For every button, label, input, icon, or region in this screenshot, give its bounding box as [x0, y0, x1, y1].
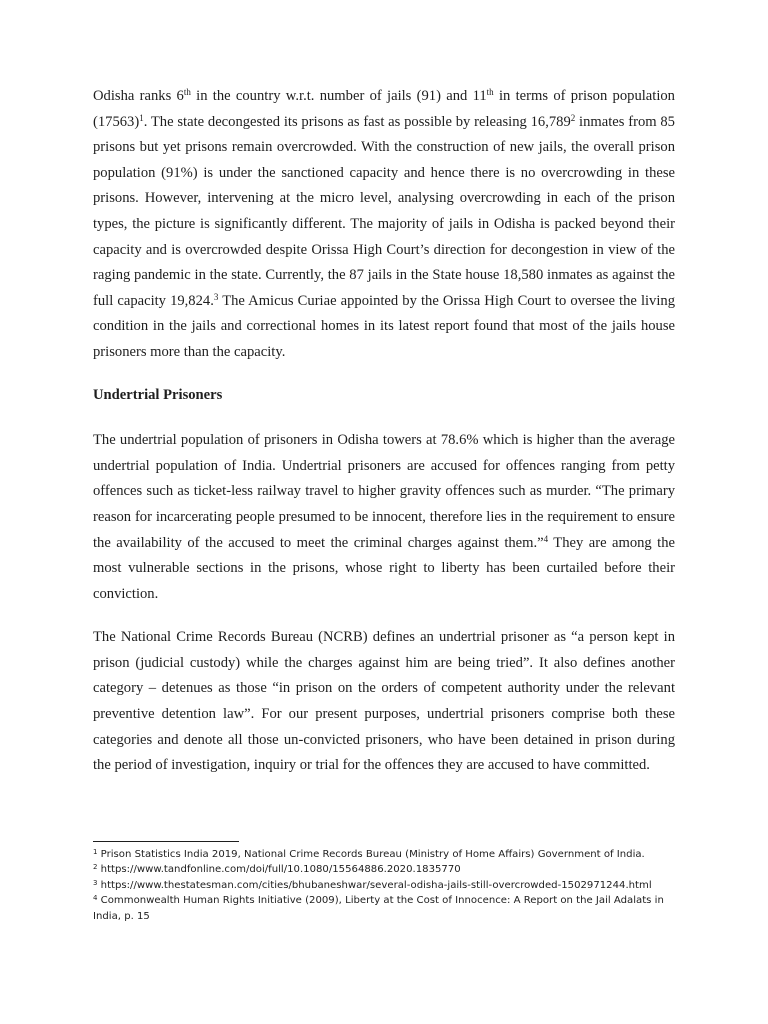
footnote-text: Prison Statistics India 2019, National Crime Records Bureau (Ministry of Home Affairs) Government of India. [97, 849, 645, 860]
footnote-ref-2[interactable]: 2 [570, 112, 576, 123]
paragraph-ncrb-definition: The National Crime Records Bureau (NCRB) defines an undertrial prisoner as “a person kept in prison (judicial custody) while the charges against him are being tried”. It also defines another category – detenues as those “in prison on the orders of competent authority under the relevant preventive detention law”. For our present purposes, undertrial prisoners comprise both these categories and denote all those un-convicted prisoners, who have been detained in prison during the period of investigation, inquiry or trial for the offences they are accused to have committed. [93, 629, 675, 774]
footnote-ref-1[interactable]: 1 [139, 112, 144, 123]
main-text [93, 84, 675, 779]
footnote-link[interactable]: https://www.tandfonline.com/doi/full/10.1080/15564886.2020.1835770 [97, 864, 461, 876]
footnote-ref-4[interactable]: 4 [543, 533, 549, 544]
footnotes [93, 847, 675, 924]
footnote-3 [93, 878, 675, 893]
p1-text-1: Odisha ranks 6 [93, 88, 184, 104]
footnote-2 [93, 862, 675, 877]
footnote-link[interactable]: https://www.thestatesman.com/cities/bhubaneshwar/several-odisha-jails-still-overcrowded-1502971244.html [97, 879, 652, 891]
footnote-4 [93, 893, 675, 924]
footnote-separator [93, 841, 239, 842]
p1-text-3: in terms of prison population (17563) [93, 88, 675, 130]
footnote-1 [93, 847, 675, 862]
paragraph-odisha-prisons [93, 84, 675, 366]
p1-superscript-th-1: th [183, 87, 191, 97]
footnote-number: 3 [93, 878, 98, 887]
p2-text-2: They are among the most vulnerable sections in the prisons, whose right to liberty has been curtailed before their conviction. [93, 534, 675, 602]
footnote-ref-3[interactable]: 3 [213, 291, 219, 302]
p2-text-1: The undertrial population of prisoners in Odisha towers at 78.6% which is higher than the average undertrial population of India. Undertrial prisoners are accused for offences ranging from petty offences such as ticket-less railway travel to higher gravity offences such as murder. “The primary reason for incarcerating people presumed to be innocent, therefore lies in the requirement to ensure the availability of the accused to meet the criminal charges against them.” [93, 432, 675, 551]
footnote-number: 2 [93, 863, 98, 872]
p1-text-4: . The state decongested its prisons as fast as possible by releasing 16,789 [143, 113, 571, 130]
footnote-number: 4 [93, 894, 98, 903]
p1-text-6: The Amicus Curiae appointed by the Orissa High Court to oversee the living condition in the jails and correctional homes in its latest report found that most of the jails house prisoners more than the capacity. [93, 292, 675, 360]
footnote-text: Commonwealth Human Rights Initiative (2009), Liberty at the Cost of Innocence: A Report on the Jail Adalats in India, p. 15 [93, 895, 664, 922]
paragraph-undertrial-population [93, 428, 675, 607]
p1-text-5: inmates from 85 prisons but yet prisons remain overcrowded. With the construction of new jails, the overall prison population (91%) is under the sanctioned capacity and hence there is no overcrowding in these prisons. However, intervening at the micro level, analysing overcrowding in each of the prison types, the picture is significantly different. The majority of jails in Odisha is packed beyond their capacity and is overcrowded despite Orissa High Court’s direction for decongestion in view of the raging pandemic in the state. Currently, the 87 jails in the State house 18,580 inmates as against the full capacity 19,824. [93, 113, 675, 309]
p1-text-2: in the country w.r.t. number of jails (91) and 11 [190, 88, 487, 104]
section-heading-undertrial-prisoners: Undertrial Prisoners [93, 386, 223, 403]
footnote-number: 1 [93, 848, 98, 856]
p1-superscript-th-2: th [486, 87, 494, 97]
